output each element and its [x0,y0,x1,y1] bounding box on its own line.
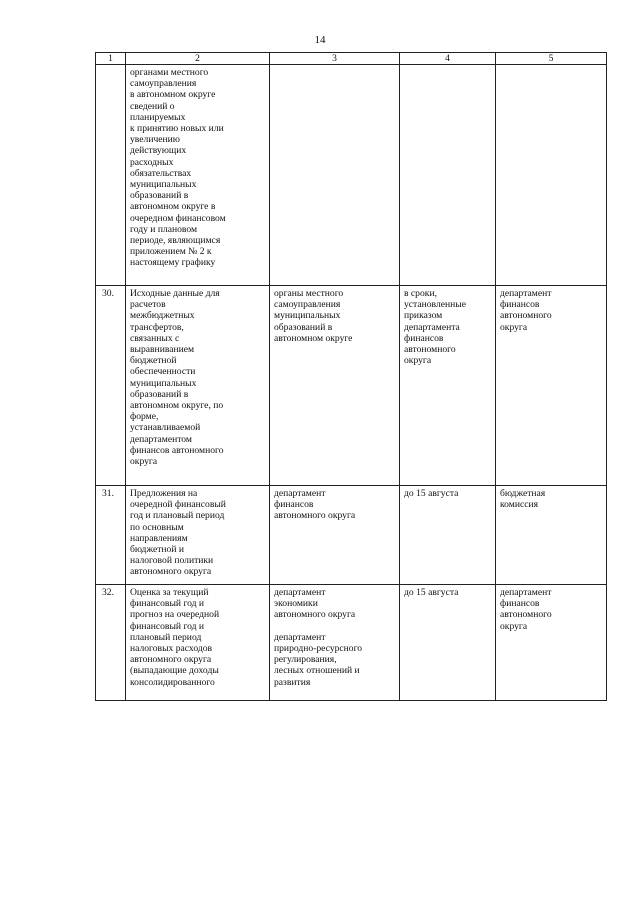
header-cell: 1 [96,53,126,65]
row-number: 30. [96,286,126,486]
table-row [96,286,607,486]
page-number: 14 [314,34,326,46]
row-number [96,65,126,286]
schedule-table [95,52,607,701]
responsible [270,65,400,286]
item-name: Оценка за текущий финансовый год и прогноз на очередной финансовый год и плановый период налоговых расходов автономного округа (выпадающие доходы консолидированного [126,585,270,701]
item-name: органами местного самоуправления в автономном округе сведений о планируемых к принятию новых или увеличению действующих расходных обязательствах муниципальных образований в автономном округе в очередном финансовом году и плановом периоде, являющимся приложением № 2 к настоящему графику [126,65,270,286]
row-number: 31. [96,486,126,585]
responsible: департамент экономики автономного округа департамент природно-ресурсного регулирования, лесных отношений и развития [270,585,400,701]
header-cell: 5 [496,53,607,65]
header-cell: 3 [270,53,400,65]
recipient: департамент финансов автономного округа [496,585,607,701]
responsible: органы местного самоуправления муниципальных образований в автономном округе [270,286,400,486]
recipient: бюджетная комиссия [496,486,607,585]
recipient [496,65,607,286]
deadline: в сроки, установленные приказом департамента финансов автономного округа [400,286,496,486]
deadline: до 15 августа [400,486,496,585]
row-number: 32. [96,585,126,701]
item-name: Предложения на очередной финансовый год и плановый период по основным направлениям бюджетной и налоговой политики автономного округа [126,486,270,585]
table-row [96,486,607,585]
table-row [96,585,607,701]
table-row [96,65,607,286]
deadline: до 15 августа [400,585,496,701]
header-cell: 2 [126,53,270,65]
recipient: департамент финансов автономного округа [496,286,607,486]
item-name: Исходные данные для расчетов межбюджетных трансфертов, связанных с выравниванием бюджетной обеспеченности муниципальных образований в автономном округе, по форме, устанавливаемой департаментом финансов автономного округа [126,286,270,486]
deadline [400,65,496,286]
table-header-row [96,53,607,65]
responsible: департамент финансов автономного округа [270,486,400,585]
header-cell: 4 [400,53,496,65]
